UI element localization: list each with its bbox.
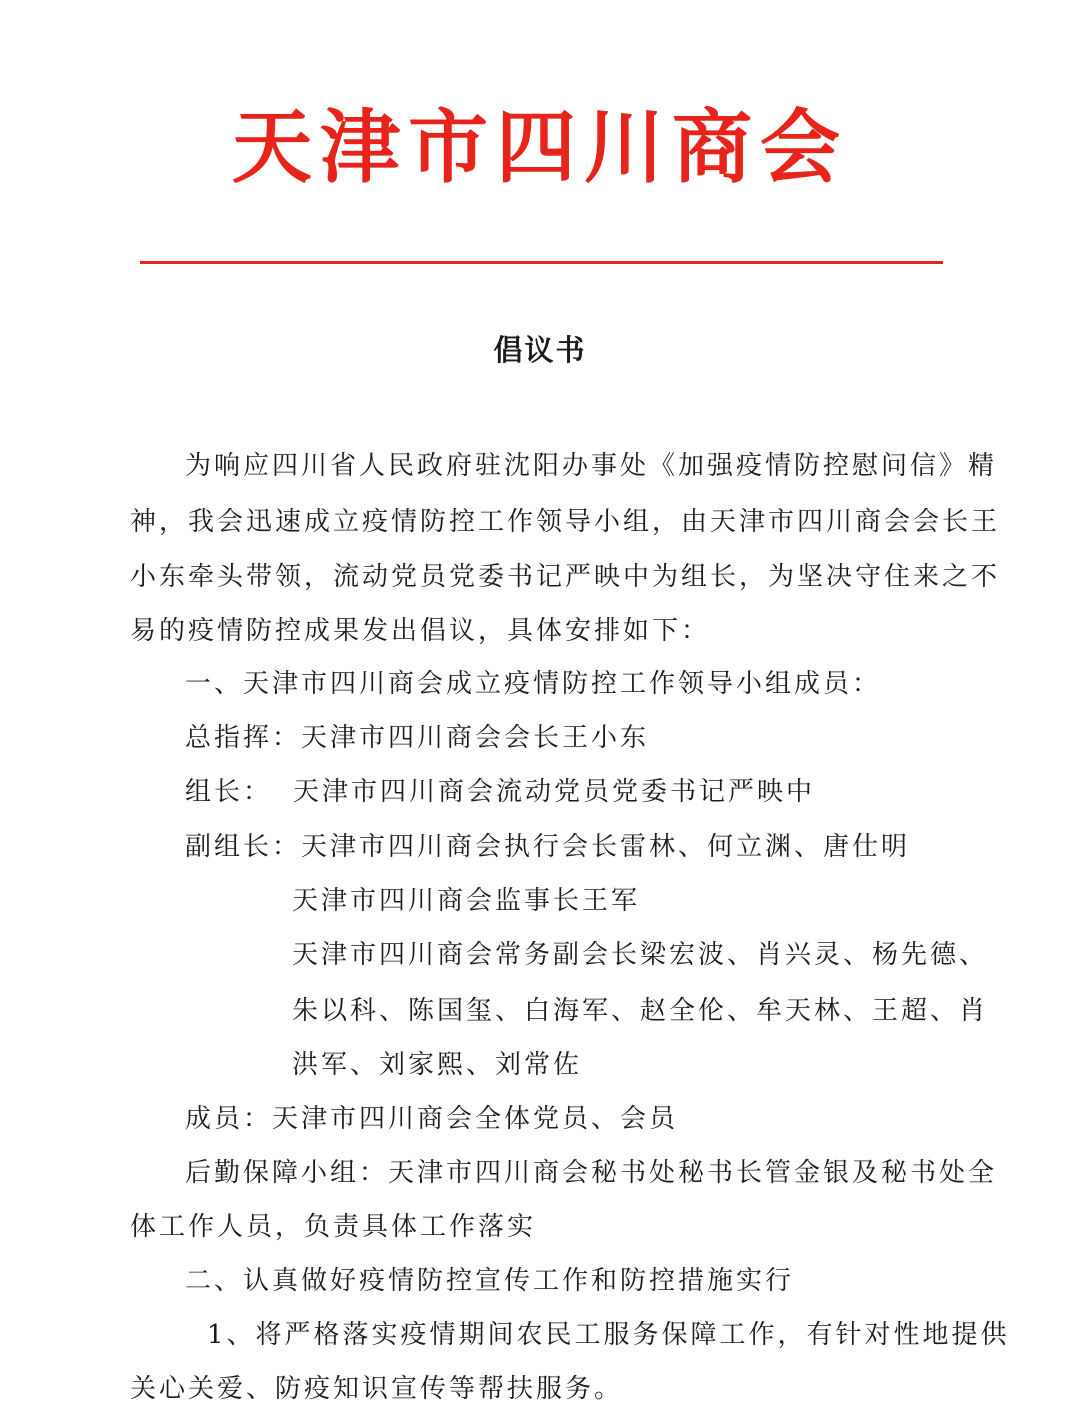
commander-line: 总指挥：天津市四川商会会长王小东 [185,723,650,753]
masthead-org-name: 天津市四川商会 [232,101,848,194]
section2-heading: 二、认真做好疫情防控宣传工作和防控措施实行 [185,1266,795,1296]
leader-label: 组长： [185,777,273,807]
section2-item1-line-1: 1、将严格落实疫情期间农民工服务保障工作，有针对性地提供 [207,1320,1010,1350]
deputy-line-3: 天津市四川商会常务副会长梁宏波、肖兴灵、杨先德、 [292,940,989,970]
intro-line-3: 小东牵头带领，流动党员党委书记严映中为组长，为坚决守住来之不 [130,562,1001,592]
intro-line-1: 为响应四川省人民政府驻沈阳办事处《加强疫情防控慰问信》精 [185,451,998,481]
intro-line-2: 神，我会迅速成立疫情防控工作领导小组，由天津市四川商会会长王 [130,507,1001,537]
intro-line-4: 易的疫情防控成果发出倡议，具体安排如下： [130,616,711,646]
logistics-line-2: 体工作人员，负责具体工作落实 [130,1212,537,1242]
deputy-line-2: 天津市四川商会监事长王军 [292,886,641,916]
logistics-line-1: 后勤保障小组：天津市四川商会秘书处秘书长管金银及秘书处全 [185,1158,998,1188]
document-title: 倡议书 [493,333,587,367]
leader-line [185,775,815,809]
members-line: 成员：天津市四川商会全体党员、会员 [185,1104,679,1134]
leader-value: 天津市四川商会流动党员党委书记严映中 [293,777,816,807]
deputy-line-1: 副组长：天津市四川商会执行会长雷林、何立渊、唐仕明 [185,832,911,862]
deputy-line-5: 洪军、刘家熙、刘常佐 [292,1050,583,1080]
deputy-line-4: 朱以科、陈国玺、白海军、赵全伦、牟天林、王超、肖 [292,996,989,1026]
section1-heading: 一、天津市四川商会成立疫情防控工作领导小组成员： [185,669,882,699]
masthead-divider [140,261,943,264]
section2-item1-line-2: 关心关爱、防疫知识宣传等帮扶服务。 [130,1374,624,1404]
